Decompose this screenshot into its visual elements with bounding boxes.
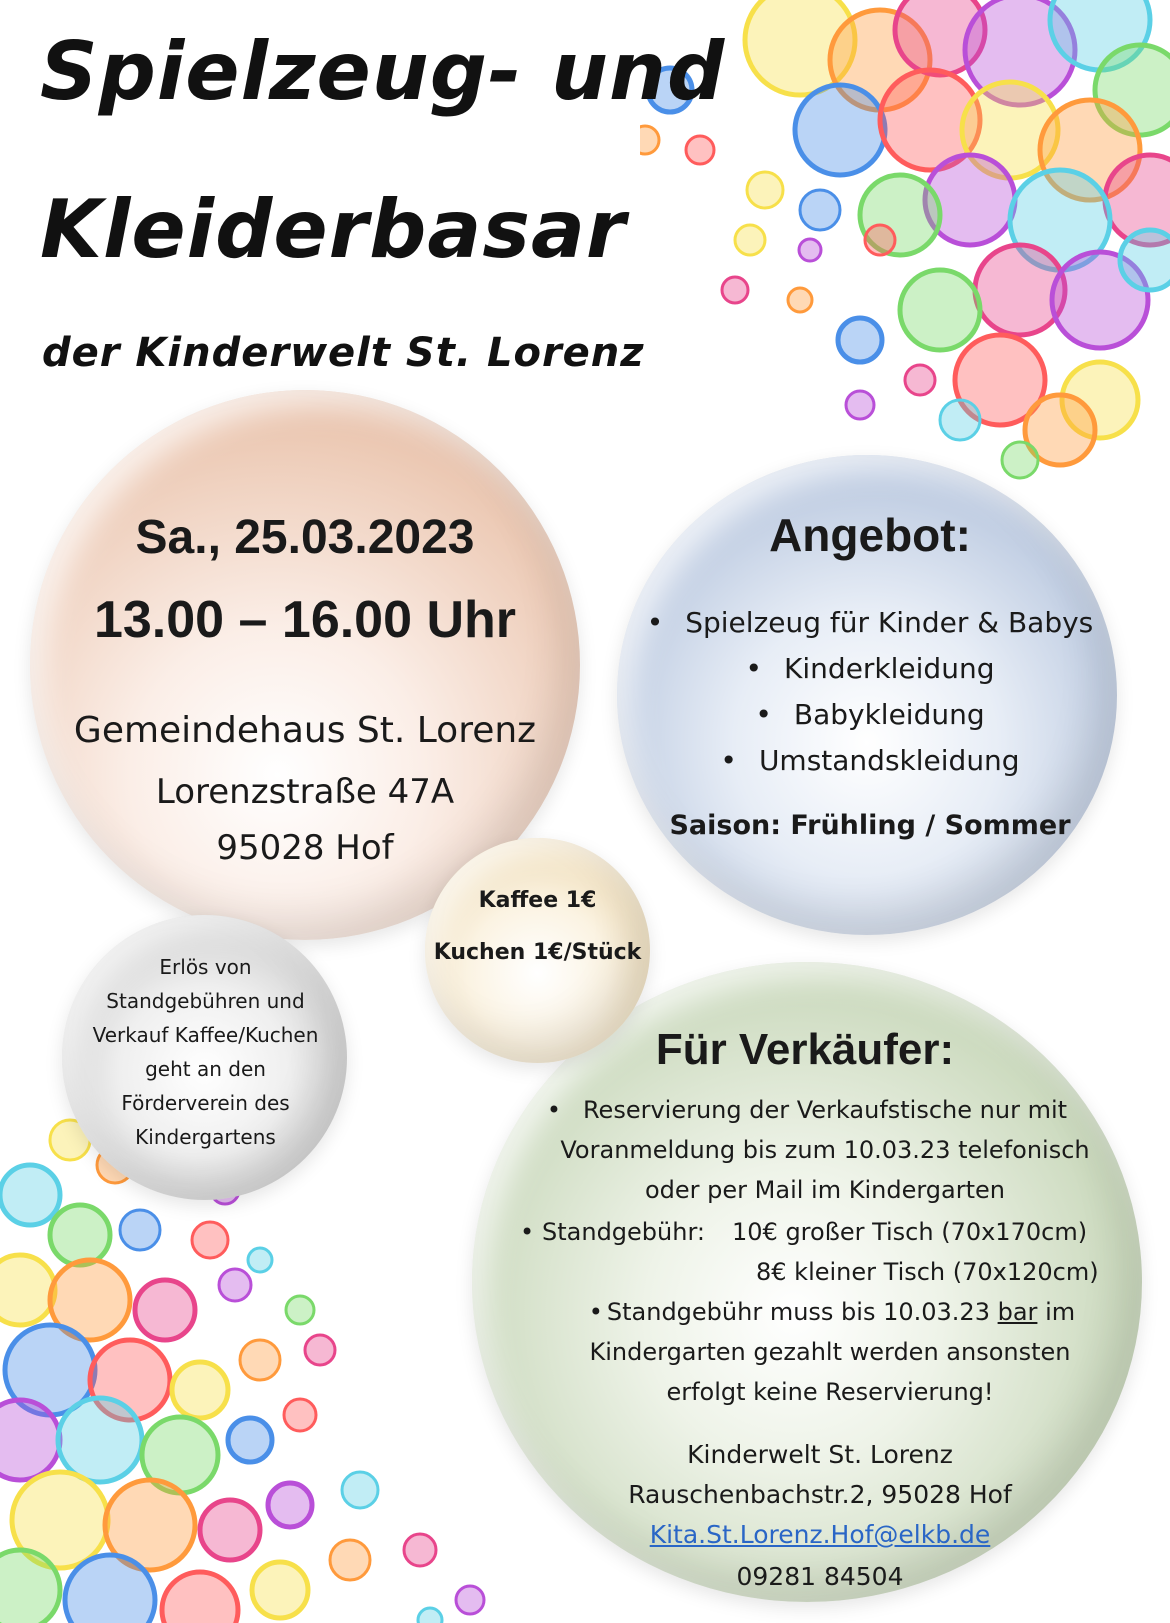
decor-bubble <box>722 277 748 303</box>
decor-bubble <box>248 1248 272 1272</box>
offer-season: Saison: Frühling / Sommer <box>669 810 1071 841</box>
decor-bubble <box>284 1399 316 1431</box>
decor-bubble <box>905 365 935 395</box>
decor-bubble <box>228 1418 272 1462</box>
decor-bubble <box>0 1165 60 1225</box>
decor-bubble <box>286 1296 314 1324</box>
payment-line-1 <box>560 1292 1100 1332</box>
decor-bubble <box>50 1205 110 1265</box>
contact-phone: 09281 84504 <box>736 1562 904 1591</box>
reservation-line: Reservierung der Verkaufstische nur mit <box>582 1096 1068 1124</box>
decor-bubble <box>747 172 783 208</box>
decor-bubble <box>799 239 821 261</box>
proceeds-line: geht an den <box>145 1057 266 1081</box>
decor-bubble <box>240 1340 280 1380</box>
proceeds-line: Standgebühren und <box>106 989 305 1013</box>
proceeds-note <box>78 950 333 1154</box>
decor-bubble <box>735 225 765 255</box>
event-time: 13.00 – 16.00 Uhr <box>93 591 517 649</box>
event-street: Lorenzstraße 47A <box>155 772 455 812</box>
decor-bubble <box>162 1572 238 1623</box>
decor-bubble <box>838 318 882 362</box>
payment-text: Standgebühr muss bis 10.03.23 <box>606 1298 990 1326</box>
decor-bubble <box>65 1555 155 1623</box>
decor-bubble <box>456 1586 484 1614</box>
offer-item <box>640 692 1100 738</box>
offer-title: Angebot: <box>769 509 971 561</box>
payment-info <box>560 1292 1100 1412</box>
contact-email-link[interactable]: Kita.St.Lorenz.Hof@elkb.de <box>649 1520 991 1549</box>
seller-title: Für Verkäufer: <box>655 1025 955 1074</box>
decor-bubble <box>0 1550 60 1623</box>
offer-item <box>640 600 1100 646</box>
fee-label: Standgebühr: <box>542 1218 705 1246</box>
offer-item <box>640 738 1100 784</box>
fee-large-table: 10€ großer Tisch (70x170cm) <box>732 1218 1088 1246</box>
decor-bubble <box>686 136 714 164</box>
payment-line: erfolgt keine Reservierung! <box>666 1378 994 1406</box>
decor-bubble <box>0 1400 60 1480</box>
decor-bubble <box>219 1269 251 1301</box>
decor-bubble <box>1120 230 1170 290</box>
decorative-bubbles-bottom <box>0 1110 540 1623</box>
decor-bubble <box>795 85 885 175</box>
bullet: • <box>588 1298 603 1326</box>
fee-info <box>520 1212 1120 1292</box>
decor-bubble <box>640 126 659 154</box>
title-line-1: Spielzeug- und <box>40 25 726 118</box>
decor-bubble <box>940 400 980 440</box>
cake-price: Kuchen 1€/Stück <box>433 940 642 965</box>
decor-bubble <box>846 391 874 419</box>
proceeds-line: Förderverein des <box>121 1091 290 1115</box>
subtitle: der Kinderwelt St. Lorenz <box>42 330 645 376</box>
decor-bubble <box>135 1280 195 1340</box>
offer-item-label: Spielzeug für Kinder & Babys <box>685 606 1094 639</box>
proceeds-line: Erlös von <box>159 955 252 979</box>
decor-bubble <box>252 1562 308 1618</box>
offer-item-label: Babykleidung <box>793 698 985 731</box>
payment-text-end: im <box>1045 1298 1076 1326</box>
decor-bubble <box>342 1472 378 1508</box>
offer-item <box>640 646 1100 692</box>
offer-item-label: Umstandskleidung <box>758 744 1020 777</box>
contact-address: Rauschenbachstr.2, 95028 Hof <box>628 1480 1012 1509</box>
coffee-price: Kaffee 1€ <box>478 888 597 913</box>
decor-bubble <box>192 1222 228 1258</box>
bullet: • <box>546 1096 562 1124</box>
proceeds-line: Verkauf Kaffee/Kuchen <box>92 1023 319 1047</box>
reservation-line: oder per Mail im Kindergarten <box>645 1176 1005 1204</box>
proceeds-line: Kindergartens <box>135 1125 276 1149</box>
decor-bubble <box>58 1398 142 1482</box>
reservation-info <box>545 1090 1105 1210</box>
title-line-2: Kleiderbasar <box>40 183 627 276</box>
decor-bubble <box>330 1540 370 1580</box>
decor-bubble <box>1002 442 1038 478</box>
decor-bubble <box>418 1608 442 1623</box>
payment-cash: bar <box>997 1298 1038 1326</box>
event-date: Sa., 25.03.2023 <box>135 511 475 564</box>
event-venue: Gemeindehaus St. Lorenz <box>73 710 537 751</box>
decor-bubble <box>865 225 895 255</box>
contact-name: Kinderwelt St. Lorenz <box>687 1440 953 1469</box>
fee-small-table: 8€ kleiner Tisch (70x120cm) <box>756 1258 1099 1286</box>
decor-bubble <box>172 1362 228 1418</box>
payment-line: Kindergarten gezahlt werden ansonsten <box>589 1338 1071 1366</box>
offer-list <box>640 600 1100 784</box>
reservation-line: Voranmeldung bis zum 10.03.23 telefonisch <box>560 1136 1090 1164</box>
decor-bubble <box>800 190 840 230</box>
decor-bubble <box>900 270 980 350</box>
decor-bubble <box>788 288 812 312</box>
decor-bubble <box>0 1255 55 1325</box>
decor-bubble <box>268 1483 312 1527</box>
offer-item-label: Kinderkleidung <box>784 652 995 685</box>
decor-bubble <box>200 1500 260 1560</box>
bullet: • <box>520 1218 535 1246</box>
event-city: 95028 Hof <box>216 828 394 868</box>
decor-bubble <box>120 1210 160 1250</box>
decor-bubble <box>305 1335 335 1365</box>
decor-bubble <box>404 1534 436 1566</box>
